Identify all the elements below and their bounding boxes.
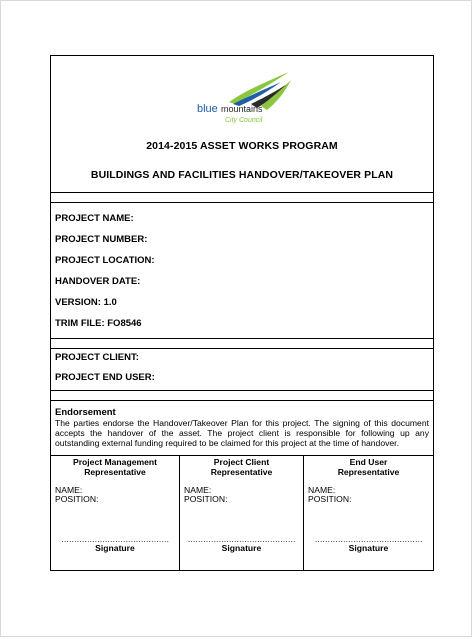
- project-end-user-label: PROJECT END USER:: [55, 372, 155, 383]
- program-title: 2014-2015 ASSET WORKS PROGRAM: [146, 140, 338, 152]
- position-label: POSITION:: [55, 494, 99, 504]
- plan-title: BUILDINGS AND FACILITIES HANDOVER/TAKEOVER PLAN: [90, 169, 394, 181]
- divider: [51, 348, 433, 349]
- name-label: NAME:: [184, 485, 212, 495]
- endorsement-text: The parties endorse the Handover/Takeover Plan for this project. The signing of this document accepts the handover of the asset. The project client is responsible for following up any outstanding external funding required to be claimed for this project at the time of handover.: [55, 418, 429, 448]
- svg-text:City Council: City Council: [225, 117, 263, 124]
- divider: [51, 338, 433, 339]
- project-client-label: PROJECT CLIENT:: [55, 352, 139, 363]
- divider: [51, 202, 433, 203]
- trim-file-field: [55, 318, 142, 329]
- trim-file-value: FO8546: [107, 318, 142, 329]
- signature-block-heading: Project Client Representative: [210, 457, 273, 477]
- document-frame: [50, 55, 434, 571]
- council-logo: [191, 68, 301, 130]
- version-field: [55, 297, 117, 308]
- divider: [51, 390, 433, 391]
- project-location-label: PROJECT LOCATION:: [55, 255, 155, 266]
- project-name-label: PROJECT NAME:: [55, 213, 134, 224]
- divider: [51, 192, 433, 193]
- endorsement-heading: Endorsement: [55, 407, 116, 418]
- trim-file-label: TRIM FILE:: [55, 318, 105, 329]
- project-number-label: PROJECT NUMBER:: [55, 234, 148, 245]
- signature-block-heading: End User Representative: [337, 457, 400, 477]
- version-label: VERSION:: [55, 297, 101, 308]
- svg-text:mountains: mountains: [221, 104, 263, 114]
- divider: [51, 400, 433, 401]
- signature-line: ……………………………………: [61, 535, 169, 544]
- svg-text:blue: blue: [197, 103, 218, 115]
- signature-table: [51, 455, 433, 570]
- signature-label: Signature: [95, 543, 135, 553]
- signature-block-project-management: [51, 456, 179, 570]
- signature-block-project-client: [179, 456, 303, 570]
- signature-label: Signature: [221, 543, 262, 553]
- signature-line: ……………………………………: [187, 535, 296, 544]
- position-label: POSITION:: [184, 494, 228, 504]
- position-label: POSITION:: [308, 494, 352, 504]
- name-label: NAME:: [55, 485, 83, 495]
- handover-date-label: HANDOVER DATE:: [55, 276, 141, 287]
- mountain-swoosh-icon: [191, 68, 301, 130]
- signature-block-end-user: [303, 456, 433, 570]
- signature-label: Signature: [348, 543, 389, 553]
- version-value: 1.0: [103, 297, 117, 308]
- signature-line: ……………………………………: [314, 535, 423, 544]
- signature-block-heading: Project Management Representative: [72, 457, 158, 477]
- name-label: NAME:: [308, 485, 336, 495]
